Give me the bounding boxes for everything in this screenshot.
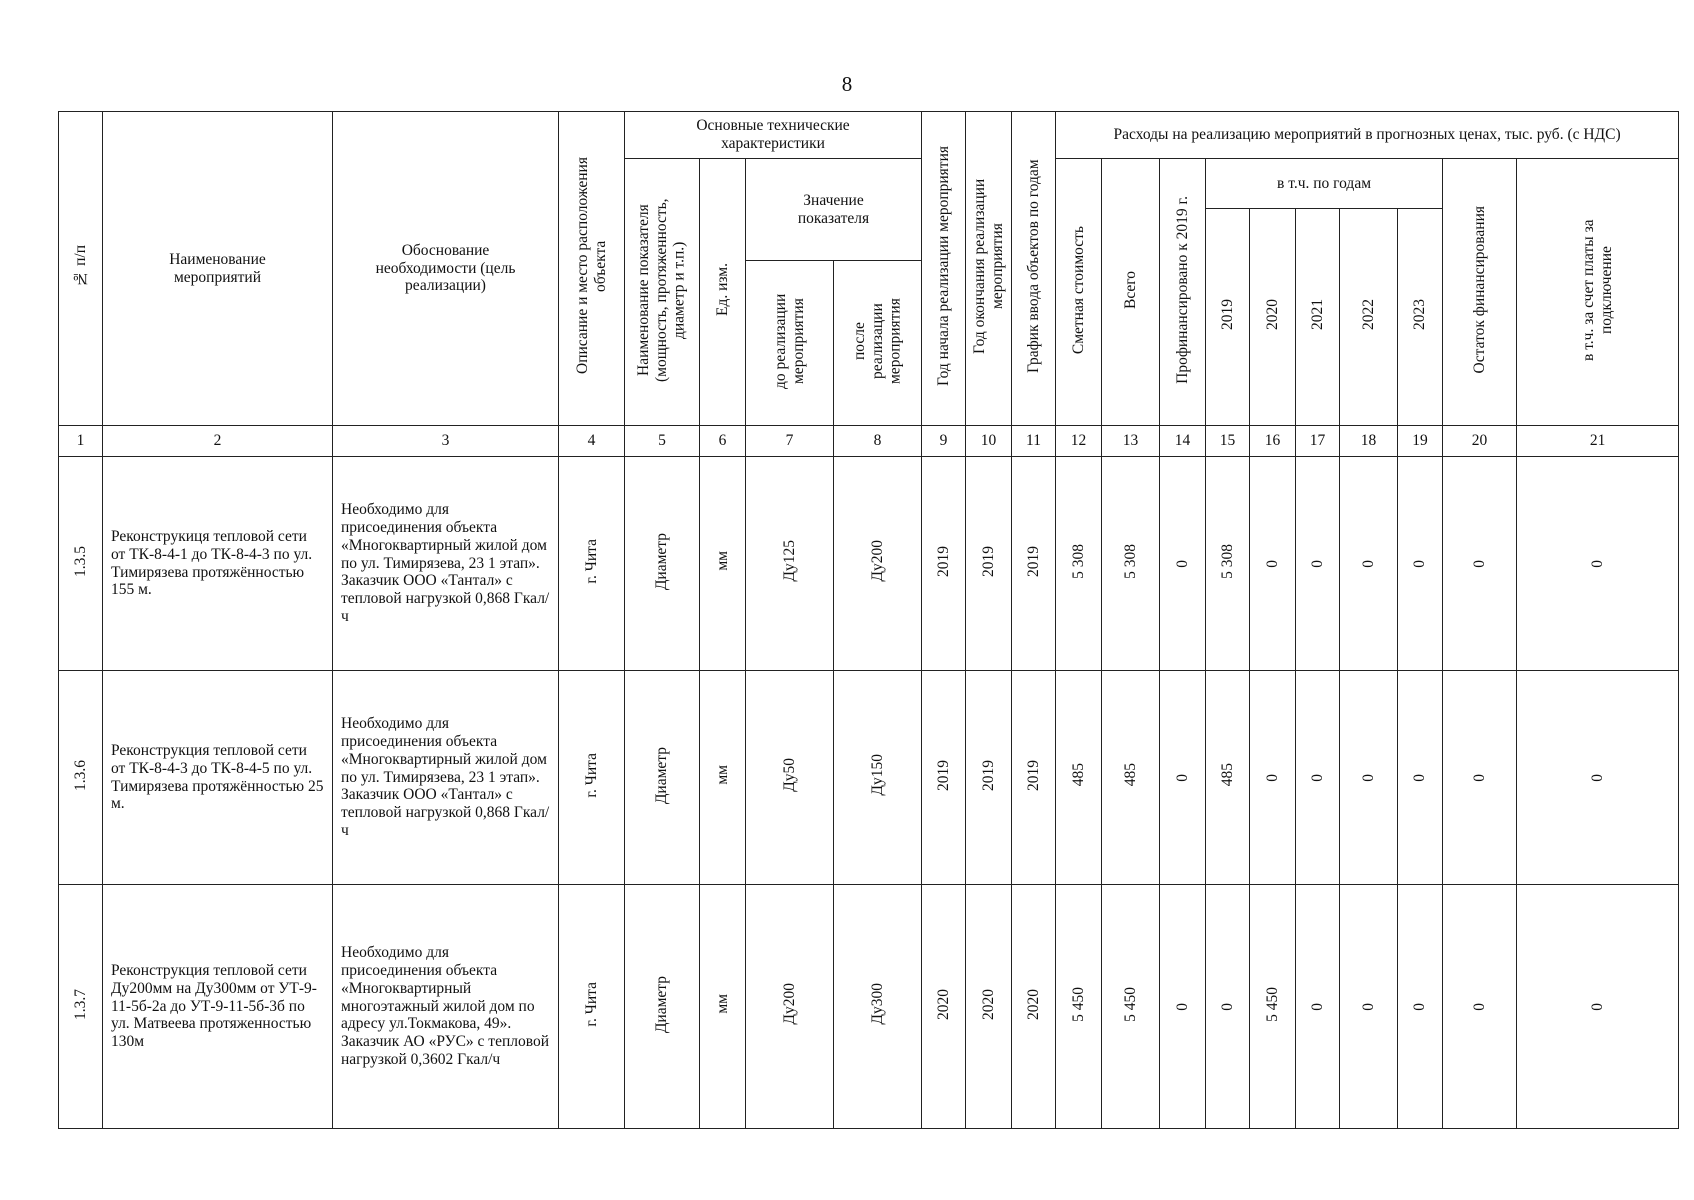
row-schedule: 2020 — [1012, 885, 1056, 1129]
row-after: Ду200 — [834, 457, 922, 671]
header-after: после реализации мероприятия — [834, 261, 922, 426]
table-row — [59, 885, 1679, 1129]
column-number: 4 — [559, 426, 625, 457]
row-connection: 0 — [1517, 457, 1679, 671]
header-connection: в т.ч. за счет платы за подключение — [1517, 159, 1679, 426]
row-financed: 0 — [1160, 457, 1206, 671]
row-2021: 0 — [1296, 885, 1340, 1129]
row-schedule: 2019 — [1012, 457, 1056, 671]
header-start-year: Год начала реализации мероприятия — [922, 112, 966, 426]
row-start: 2019 — [922, 671, 966, 885]
header-costs-group: Расходы на реализацию мероприятий в прогнозных ценах, тыс. руб. (с НДС) — [1056, 112, 1679, 159]
investment-table — [58, 111, 1679, 1129]
row-estimate: 485 — [1056, 671, 1102, 885]
column-number: 5 — [625, 426, 700, 457]
row-unit: мм — [700, 885, 746, 1129]
page-number: 8 — [841, 72, 853, 96]
row-start: 2019 — [922, 457, 966, 671]
column-number: 17 — [1296, 426, 1340, 457]
column-number: 12 — [1056, 426, 1102, 457]
row-indicator: Диаметр — [625, 457, 700, 671]
table-row — [59, 457, 1679, 671]
row-after: Ду150 — [834, 671, 922, 885]
header-name: Наименование мероприятий — [103, 112, 333, 426]
column-number: 10 — [966, 426, 1012, 457]
row-2020: 0 — [1250, 457, 1296, 671]
row-reason: Необходимо для присоединения объекта «Многоквартирный жилой дом по ул. Тимирязева, 23 1 этап». Заказчик ООО «Тантал» с тепловой нагрузкой 0,868 Гкал/ч — [333, 671, 559, 885]
row-location: г. Чита — [559, 671, 625, 885]
header-estimate: Сметная стоимость — [1056, 159, 1102, 426]
row-estimate: 5 308 — [1056, 457, 1102, 671]
header-before: до реализации мероприятия — [746, 261, 834, 426]
column-number: 11 — [1012, 426, 1056, 457]
header-value-group: Значение показателя — [746, 159, 922, 261]
column-number: 14 — [1160, 426, 1206, 457]
header-year-2021: 2021 — [1296, 209, 1340, 426]
row-total: 485 — [1102, 671, 1160, 885]
header-number: № п/п — [59, 112, 103, 426]
header-year-2022: 2022 — [1340, 209, 1398, 426]
row-before: Ду50 — [746, 671, 834, 885]
row-before: Ду200 — [746, 885, 834, 1129]
column-number: 1 — [59, 426, 103, 457]
row-number: 1.3.6 — [59, 671, 103, 885]
header-financed: Профинансировано к 2019 г. — [1160, 159, 1206, 426]
header-years-group: в т.ч. по годам — [1206, 159, 1443, 209]
header-year-2023: 2023 — [1398, 209, 1443, 426]
row-2021: 0 — [1296, 671, 1340, 885]
header-total: Всего — [1102, 159, 1160, 426]
row-indicator: Диаметр — [625, 885, 700, 1129]
column-number: 19 — [1398, 426, 1443, 457]
row-reason: Необходимо для присоединения объекта «Многоквартирный жилой дом по ул. Тимирязева, 23 1 этап». Заказчик ООО «Тантал» с тепловой нагрузкой 0,868 Гкал/ч — [333, 457, 559, 671]
row-total: 5 308 — [1102, 457, 1160, 671]
header-schedule: График ввода объектов по годам — [1012, 112, 1056, 426]
header-location: Описание и место расположения объекта — [559, 112, 625, 426]
row-2023: 0 — [1398, 885, 1443, 1129]
row-2021: 0 — [1296, 457, 1340, 671]
row-financed: 0 — [1160, 671, 1206, 885]
header-tech-group: Основные технические характеристики — [625, 112, 922, 159]
column-number: 2 — [103, 426, 333, 457]
row-unit: мм — [700, 457, 746, 671]
row-remain: 0 — [1443, 885, 1517, 1129]
row-end: 2019 — [966, 671, 1012, 885]
column-number: 15 — [1206, 426, 1250, 457]
column-number: 9 — [922, 426, 966, 457]
row-2022: 0 — [1340, 671, 1398, 885]
column-number: 13 — [1102, 426, 1160, 457]
row-name: Реконструкция тепловой сети Ду200мм на Ду300мм от УТ-9-11-5б-2а до УТ-9-11-5б-3б по ул. Матвеева протяженностью 130м — [103, 885, 333, 1129]
row-after: Ду300 — [834, 885, 922, 1129]
column-number: 6 — [700, 426, 746, 457]
row-schedule: 2019 — [1012, 671, 1056, 885]
column-number: 3 — [333, 426, 559, 457]
row-2022: 0 — [1340, 885, 1398, 1129]
header-year-2020: 2020 — [1250, 209, 1296, 426]
header-unit: Ед. изм. — [700, 159, 746, 426]
row-remain: 0 — [1443, 457, 1517, 671]
row-reason: Необходимо для присоединения объекта «Многоквартирный многоэтажный жилой дом по адресу ул.Токмакова, 49». Заказчик АО «РУС» с тепловой нагрузкой 0,3602 Гкал/ч — [333, 885, 559, 1129]
header-reason: Обоснование необходимости (цель реализации) — [333, 112, 559, 426]
header-end-year: Год окончания реализации мероприятия — [966, 112, 1012, 426]
row-number: 1.3.7 — [59, 885, 103, 1129]
row-connection: 0 — [1517, 671, 1679, 885]
row-estimate: 5 450 — [1056, 885, 1102, 1129]
row-remain: 0 — [1443, 671, 1517, 885]
row-2023: 0 — [1398, 671, 1443, 885]
row-2022: 0 — [1340, 457, 1398, 671]
row-name: Реконструкция тепловой сети от ТК-8-4-3 до ТК-8-4-5 по ул. Тимирязева протяжённостью 25 м. — [103, 671, 333, 885]
column-number: 21 — [1517, 426, 1679, 457]
header-remain: Остаток финансирования — [1443, 159, 1517, 426]
row-financed: 0 — [1160, 885, 1206, 1129]
row-total: 5 450 — [1102, 885, 1160, 1129]
header-year-2019: 2019 — [1206, 209, 1250, 426]
header-indicator: Наименование показателя (мощность, протяженность, диаметр и т.п.) — [625, 159, 700, 426]
row-2020: 5 450 — [1250, 885, 1296, 1129]
row-end: 2019 — [966, 457, 1012, 671]
row-start: 2020 — [922, 885, 966, 1129]
column-numbers-row — [59, 426, 1679, 457]
row-2020: 0 — [1250, 671, 1296, 885]
row-connection: 0 — [1517, 885, 1679, 1129]
row-unit: мм — [700, 671, 746, 885]
row-name: Реконструкиця тепловой сети от ТК-8-4-1 до ТК-8-4-3 по ул. Тимирязева протяжённостью 155 м. — [103, 457, 333, 671]
row-2019: 0 — [1206, 885, 1250, 1129]
row-before: Ду125 — [746, 457, 834, 671]
column-number: 16 — [1250, 426, 1296, 457]
row-number: 1.3.5 — [59, 457, 103, 671]
column-number: 18 — [1340, 426, 1398, 457]
row-location: г. Чита — [559, 885, 625, 1129]
row-2023: 0 — [1398, 457, 1443, 671]
row-indicator: Диаметр — [625, 671, 700, 885]
row-location: г. Чита — [559, 457, 625, 671]
column-number: 7 — [746, 426, 834, 457]
table-row — [59, 671, 1679, 885]
row-2019: 5 308 — [1206, 457, 1250, 671]
row-2019: 485 — [1206, 671, 1250, 885]
column-number: 20 — [1443, 426, 1517, 457]
row-end: 2020 — [966, 885, 1012, 1129]
column-number: 8 — [834, 426, 922, 457]
